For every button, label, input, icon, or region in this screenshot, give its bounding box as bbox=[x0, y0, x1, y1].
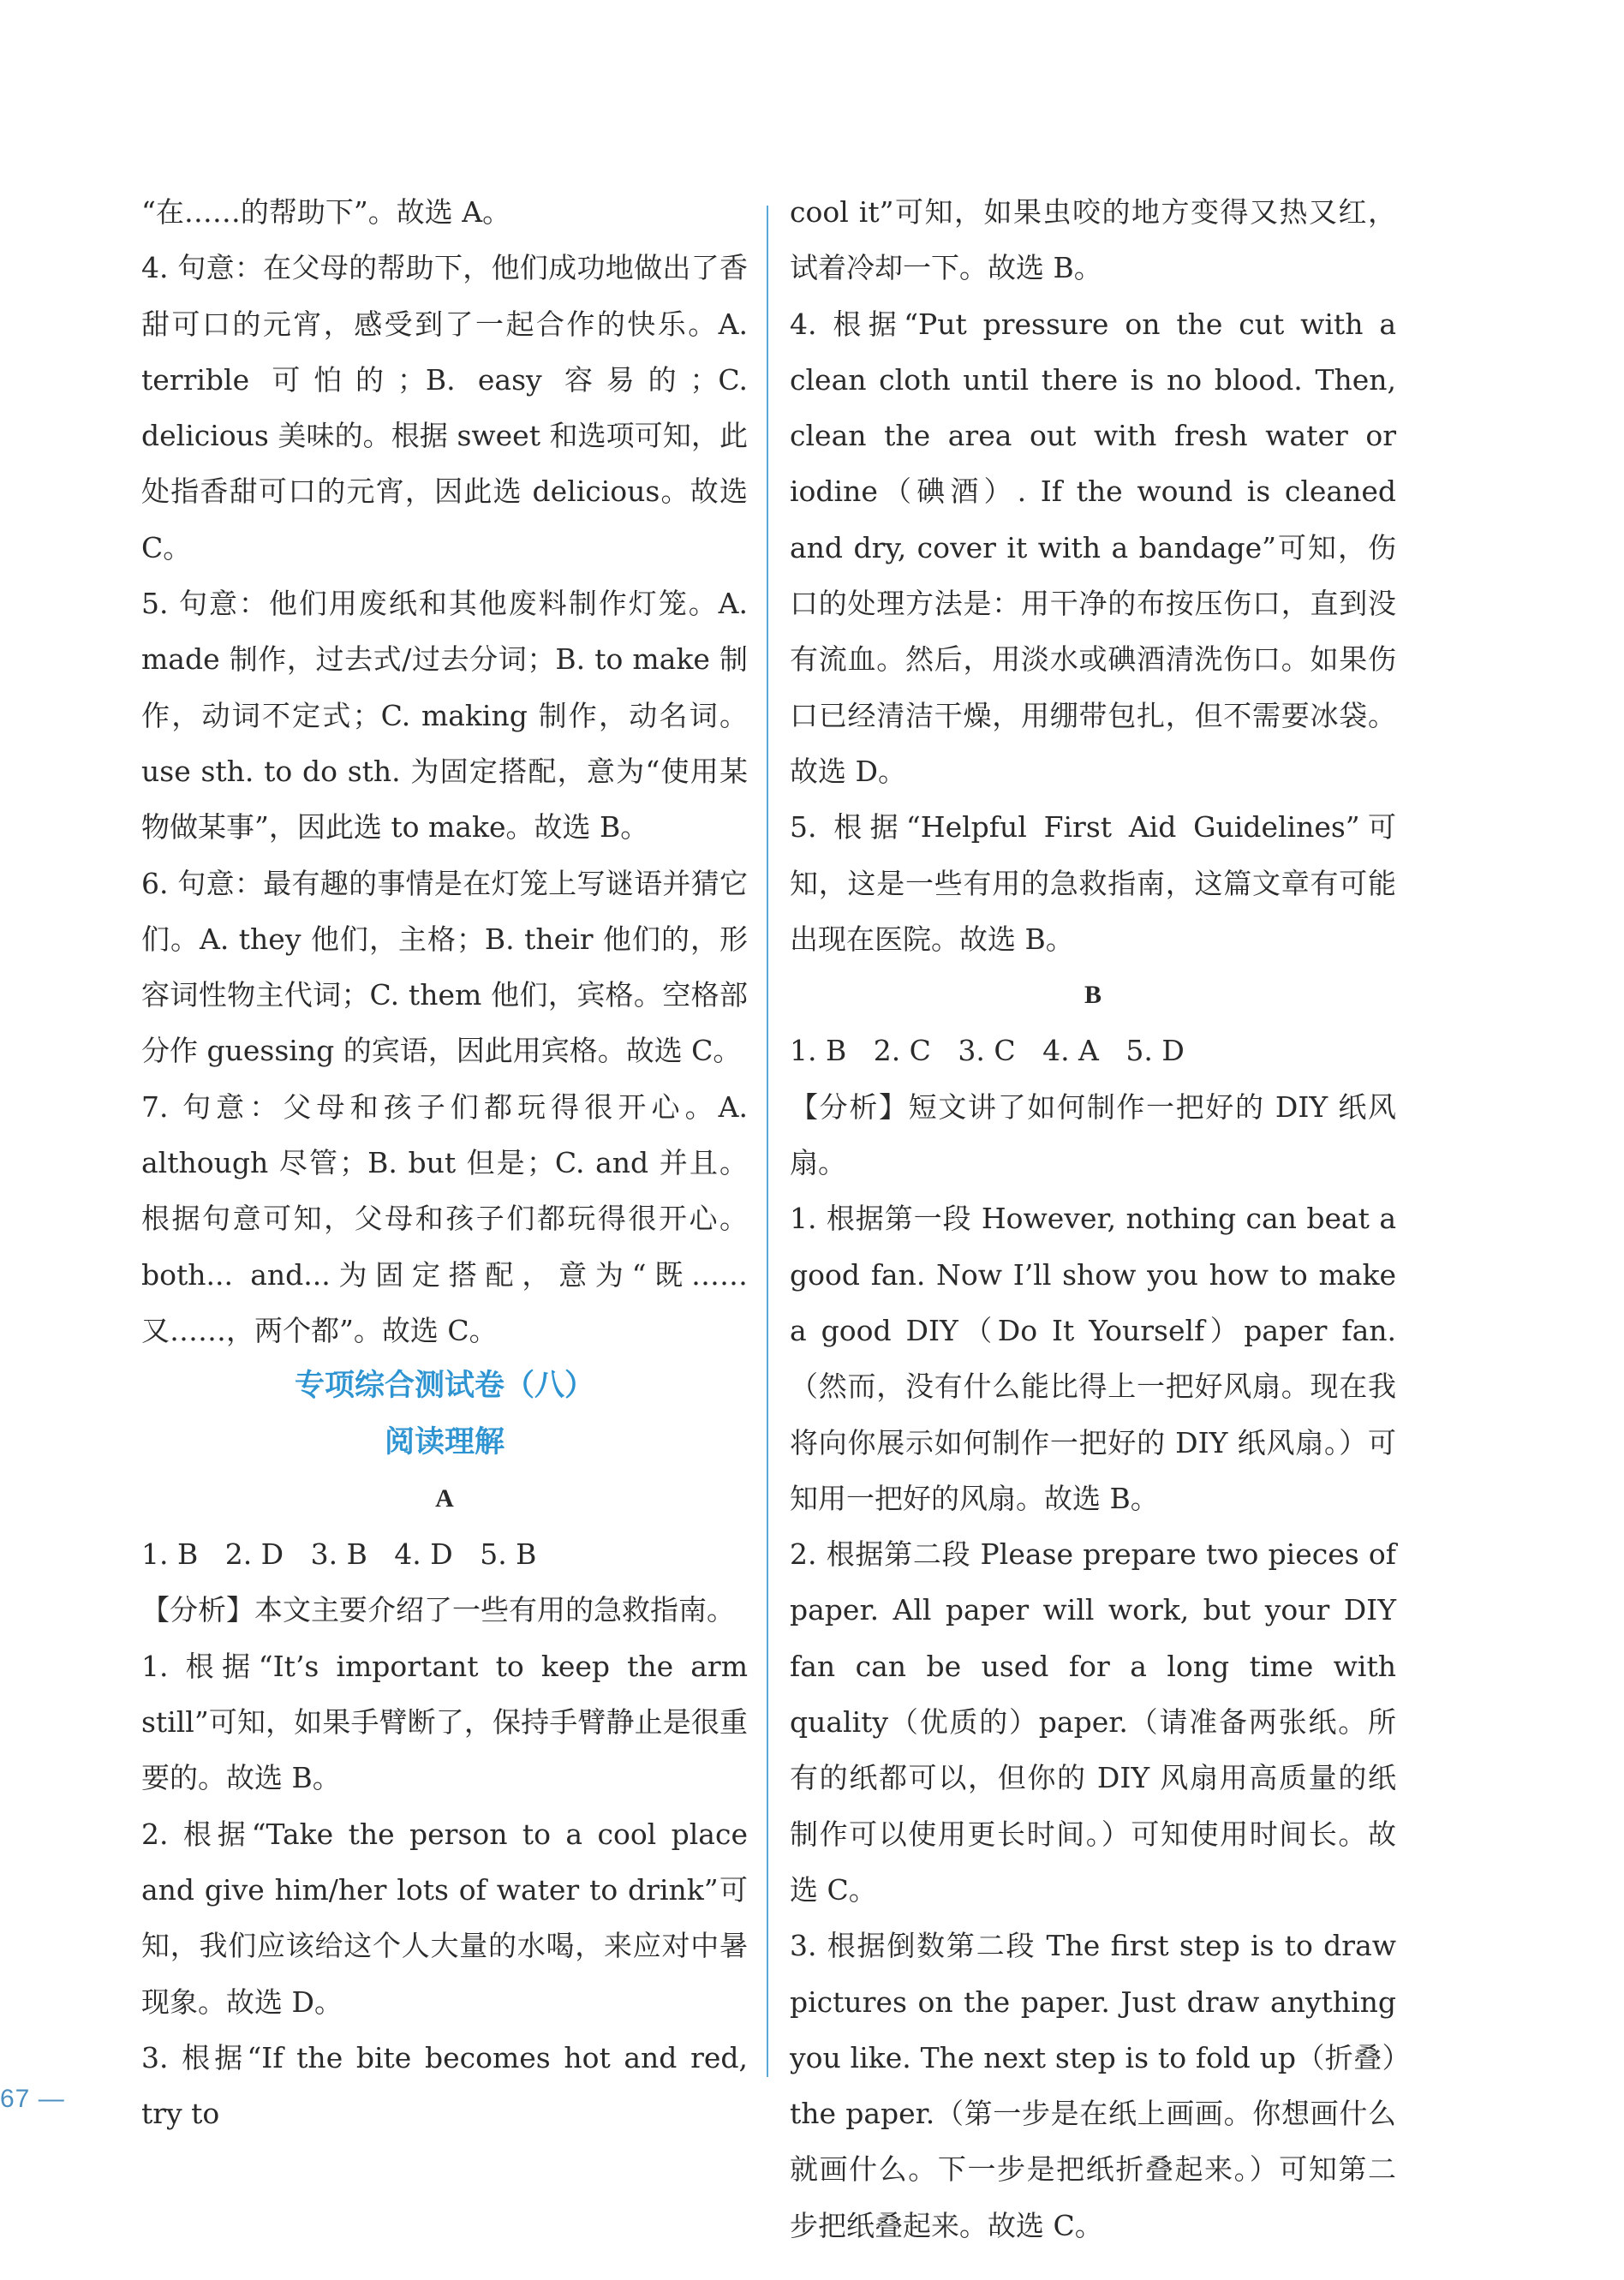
left-paragraph: 7. 句意：父母和孩子们都玩得很开心。A. although 尽管；B. but 但是；C. and 并且。根据句意可知，父母和孩子们都玩得很开心。both... and...为固定搭配，意为“既……又……，两个都”。故选 C。 bbox=[141, 1089, 748, 1347]
part-a-analysis: 【分析】本文主要介绍了一些有用的急救指南。 bbox=[141, 1593, 735, 1627]
part-a-item: 2. 根据“Take the person to a cool place and give him/her lots of water to drink”可知，我们应该给这个人大量的水喝，来应对中暑现象。故选 D。 bbox=[141, 1817, 748, 2019]
section-title: 专项综合测试卷（八） bbox=[294, 1369, 594, 1404]
part-b-item: 2. 根据第二段 Please prepare two pieces of paper. All paper will work, but your DIY fan can be used for a long time with quality（优质的）paper.（请准备两张纸。所有的纸都可以，但你的 DIY 风扇用高质量的纸制作可以使用更长时间。）可知使用时间长。故选 C。 bbox=[790, 1537, 1396, 1907]
page-number: 67 — bbox=[0, 2085, 65, 2113]
part-b-analysis: 【分析】短文讲了如何制作一把好的 DIY 纸风扇。 bbox=[790, 1089, 1396, 1180]
left-paragraph: 6. 句意：最有趣的事情是在灯笼上写谜语并猜它们。A. they 他们，主格；B. their 他们的，形容词性物主代词；C. them 他们，宾格。空格部分作 guessing 的宾语，因此用宾格。故选 C。 bbox=[141, 866, 748, 1068]
right-paragraph: 5. 根据“Helpful First Aid Guidelines”可知，这是一些有用的急救指南，这篇文章有可能出现在医院。故选 B。 bbox=[790, 810, 1396, 956]
column-divider bbox=[767, 206, 768, 2077]
left-paragraph: 5. 句意：他们用废纸和其他废料制作灯笼。A. made 制作，过去式/过去分词；B. to make 制作，动词不定式；C. making 制作，动名词。use sth. to do sth. 为固定搭配，意为“使用某物做某事”，因此选 to make。故选 B。 bbox=[141, 587, 748, 845]
part-a-item: 3. 根据“If the bite becomes hot and red, try to bbox=[141, 2040, 748, 2131]
part-b-item: 3. 根据倒数第二段 The first step is to draw pictures on the paper. Just draw anything you like. The next step is to fold up（折叠）the paper.（第一步是在纸上画画。你想画什么就画什么。下一步是把纸折叠起来。）可知第二步把纸叠起来。故选 C。 bbox=[790, 1929, 1396, 2242]
part-b-item: 1. 根据第一段 However, nothing can beat a good fan. Now I’ll show you how to make a good DIY（Do It Yourself）paper fan.（然而，没有什么能比得上一把好风扇。现在我将向你展示如何制作一把好的 DIY 纸风扇。）可知用一把好的风扇。故选 B。 bbox=[790, 1202, 1396, 1515]
right-paragraph: cool it”可知，如果虫咬的地方变得又热又红，试着冷却一下。故选 B。 bbox=[790, 195, 1396, 285]
left-column bbox=[141, 184, 748, 2141]
left-paragraph: “在……的帮助下”。故选 A。 bbox=[141, 195, 511, 229]
section-subtitle: 阅读理解 bbox=[384, 1424, 505, 1459]
part-a-label: A bbox=[435, 1483, 454, 1513]
right-paragraph: 4. 根据“Put pressure on the cut with a clean cloth until there is no blood. Then, clean the area out with fresh water or iodine（碘酒）. If the wound is cleaned and dry, cover it with a bandage”可知，伤口的处理方法是：用干净的布按压伤口，直到没有流血。然后，用淡水或碘酒清洗伤口。如果伤口已经清洁干燥，用绷带包扎，但不需要冰袋。故选 D。 bbox=[790, 307, 1396, 788]
left-paragraph: 4. 句意：在父母的帮助下，他们成功地做出了香甜可口的元宵，感受到了一起合作的快乐。A. terrible 可怕的；B. easy 容易的；C. delicious 美味的。根据 sweet 和选项可知，此处指香甜可口的元宵，因此选 delicious。故选 C。 bbox=[141, 251, 748, 564]
part-a-answers: 1. B 2. D 3. B 4. D 5. B bbox=[141, 1537, 537, 1572]
right-column bbox=[790, 184, 1396, 2253]
part-a-item: 1. 根据“It’s important to keep the arm still”可知，如果手臂断了，保持手臂静止是很重要的。故选 B。 bbox=[141, 1649, 748, 1795]
part-b-answers: 1. B 2. C 3. C 4. A 5. D bbox=[790, 1034, 1185, 1068]
part-b-label: B bbox=[1084, 981, 1102, 1010]
